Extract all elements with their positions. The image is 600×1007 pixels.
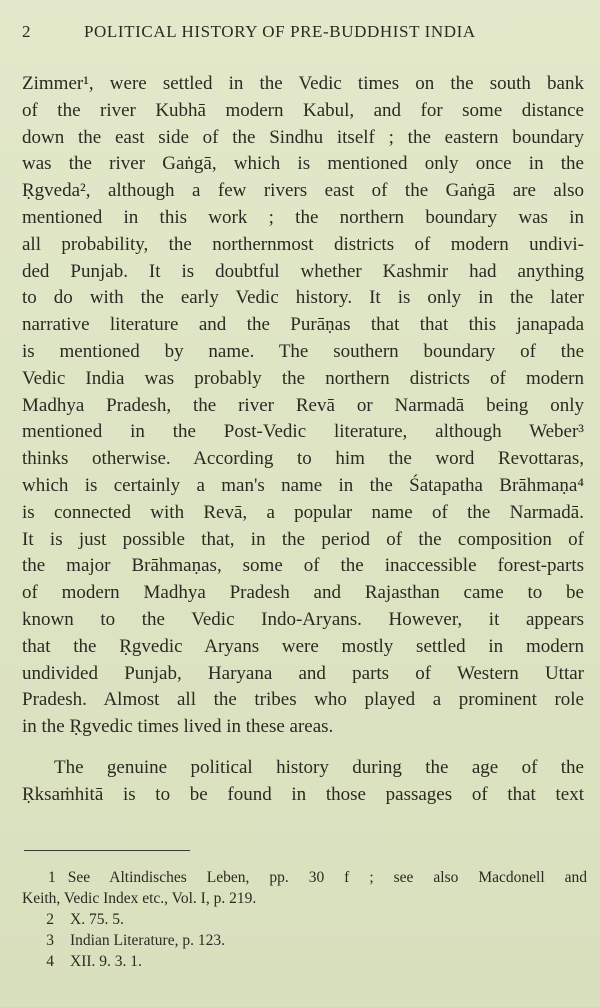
text-line: of modern Madhya Pradesh and Rajasthan came to be [22, 582, 584, 604]
footnote-text: See Altindisches Leben, pp. 30 f ; see also Macdonell and [67, 869, 587, 886]
text-line: known to the Vedic Indo-Aryans. However, it appears [22, 608, 584, 630]
text-line: It is just possible that, in the period of the composition of [22, 528, 584, 550]
text-line: narrative literature and the Purāṇas that that this janapada [22, 314, 584, 336]
footnote-4 [22, 951, 587, 972]
text-line: down the east side of the Sindhu itself ; the eastern boundary [22, 126, 584, 148]
footnote-text: X. 75. 5. [70, 911, 124, 928]
text-line: The genuine political history during the age of the [54, 756, 584, 778]
text-line: Ṛksaṁhitā is to be found in those passages of that text [22, 783, 584, 805]
text-line: undivided Punjab, Haryana and parts of Western Uttar [22, 662, 584, 684]
text-line: the major Brāhmaṇas, some of the inaccessible forest-parts [22, 555, 584, 577]
footnote-number: 2 [46, 911, 54, 928]
text-line: mentioned in this work ; the northern boundary was in [22, 206, 584, 228]
footnote-number: 1 [48, 869, 56, 886]
text-line: is connected with Revā, a popular name of the Narmadā. [22, 501, 584, 523]
footnote-number: 3 [46, 932, 54, 949]
main-text [22, 71, 584, 809]
text-line: Vedic India was probably the northern districts of modern [22, 367, 584, 389]
text-line: that the Ṛgvedic Aryans were mostly settled in modern [22, 635, 584, 657]
text-line: which is certainly a man's name in the Śatapatha Brāhmaṇa⁴ [22, 474, 584, 496]
text-line: thinks otherwise. According to him the word Revottaras, [22, 448, 584, 470]
text-line: Zimmer¹, were settled in the Vedic times on the south bank [22, 73, 584, 94]
footnote-1-continued: Keith, Vedic Index etc., Vol. I, p. 219. [22, 890, 257, 907]
footnote-divider [24, 850, 190, 851]
text-line: mentioned in the Post-Vedic literature, although Weber³ [22, 421, 584, 443]
running-title: POLITICAL HISTORY OF PRE-BUDDHIST INDIA [84, 22, 476, 41]
footnotes [22, 867, 587, 972]
text-line: all probability, the northernmost districts of modern undivi- [22, 233, 584, 255]
page-header [22, 22, 584, 46]
text-line: to do with the early Vedic history. It is only in the later [22, 287, 584, 309]
text-line: Madhya Pradesh, the river Revā or Narmadā being only [22, 394, 584, 416]
footnote-2 [22, 909, 587, 930]
footnote-1 [22, 867, 587, 888]
text-line: in the Ṛgvedic times lived in these areas. [22, 716, 334, 738]
text-line: Ṛgveda², although a few rivers east of the Gaṅgā are also [22, 180, 584, 202]
paragraph-gap [22, 741, 584, 755]
text-line: is mentioned by name. The southern boundary of the [22, 340, 584, 362]
text-line: of the river Kubhā modern Kabul, and for some distance [22, 99, 584, 121]
text-line: ded Punjab. It is doubtful whether Kashmir had anything [22, 260, 584, 282]
footnote-text: XII. 9. 3. 1. [70, 953, 142, 970]
text-line: Pradesh. Almost all the tribes who played a prominent role [22, 689, 584, 711]
footnote-3 [22, 930, 587, 951]
page-number: 2 [22, 22, 32, 41]
footnote-text: Indian Literature, p. 123. [70, 932, 225, 949]
footnote-number: 4 [46, 953, 54, 970]
text-line: was the river Gaṅgā, which is mentioned only once in the [22, 153, 584, 175]
